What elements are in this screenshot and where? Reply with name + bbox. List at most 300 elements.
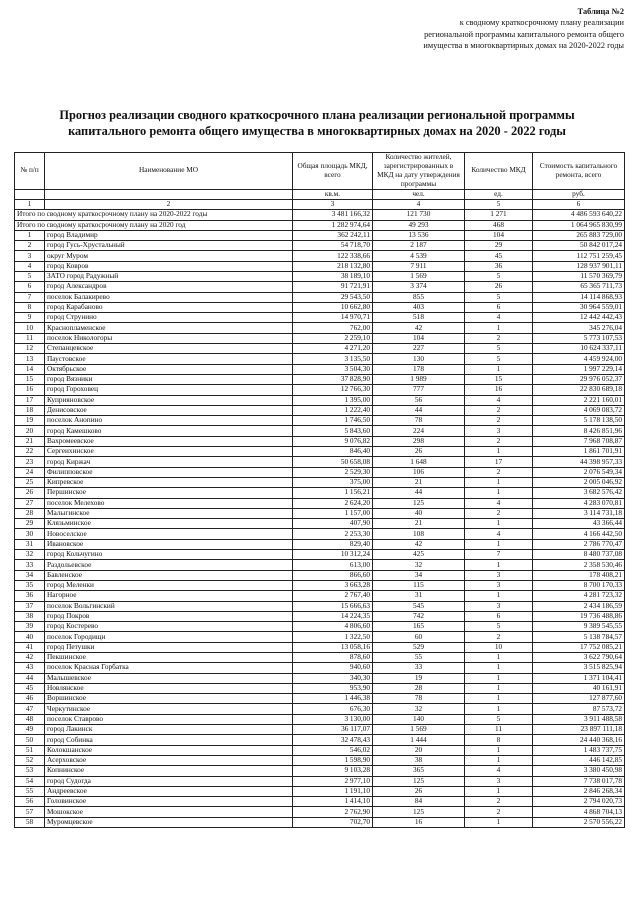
table-row — [15, 683, 625, 693]
municipality-name: Клязьминское — [45, 519, 293, 529]
buildings-count: 1 — [465, 683, 533, 693]
residents-value: 777 — [373, 385, 465, 395]
residents-value: 31 — [373, 591, 465, 601]
buildings-count: 1 — [465, 447, 533, 457]
row-number: 2 — [15, 241, 45, 251]
table-row — [15, 580, 625, 590]
buildings-count: 6 — [465, 611, 533, 621]
residents-value: 19 — [373, 673, 465, 683]
col-header-area: Общая площадь МКД, всего — [293, 153, 373, 190]
column-number: 6 — [533, 199, 625, 209]
row-number: 13 — [15, 354, 45, 364]
residents-value: 32 — [373, 704, 465, 714]
residents-value: 140 — [373, 714, 465, 724]
area-value: 15 666,63 — [293, 601, 373, 611]
row-number: 26 — [15, 488, 45, 498]
residents-value: 425 — [373, 550, 465, 560]
municipality-name: Асерховское — [45, 755, 293, 765]
area-value: 36 117,07 — [293, 725, 373, 735]
table-row — [15, 457, 625, 467]
area-value: 1 322,50 — [293, 632, 373, 642]
row-number: 29 — [15, 519, 45, 529]
table-row — [15, 622, 625, 632]
municipality-name: Сергеихинское — [45, 447, 293, 457]
area-value: 2 253,30 — [293, 529, 373, 539]
table-row — [15, 508, 625, 518]
row-number: 17 — [15, 395, 45, 405]
buildings-count: 4 — [465, 766, 533, 776]
municipality-name: Колокшанское — [45, 745, 293, 755]
municipality-name: поселок Городищи — [45, 632, 293, 642]
unit-cell — [15, 189, 45, 199]
municipality-name: Новоселское — [45, 529, 293, 539]
area-value: 3 663,28 — [293, 580, 373, 590]
cost-value: 40 161,91 — [533, 683, 625, 693]
table-row — [15, 313, 625, 323]
buildings-count: 10 — [465, 642, 533, 652]
municipality-name: город Струнино — [45, 313, 293, 323]
residents-value: 56 — [373, 395, 465, 405]
residents-value: 26 — [373, 786, 465, 796]
row-number: 5 — [15, 272, 45, 282]
row-number: 33 — [15, 560, 45, 570]
area-value: 1 222,40 — [293, 405, 373, 415]
area-value: 29 543,50 — [293, 292, 373, 302]
area-value: 362 242,11 — [293, 230, 373, 240]
residents-value: 44 — [373, 488, 465, 498]
area-value: 407,90 — [293, 519, 373, 529]
row-number: 54 — [15, 776, 45, 786]
residents-value: 403 — [373, 302, 465, 312]
table-row — [15, 714, 625, 724]
column-number: 4 — [373, 199, 465, 209]
residents-value: 365 — [373, 766, 465, 776]
table-row — [15, 694, 625, 704]
buildings-count: 5 — [465, 714, 533, 724]
column-numbers-row — [15, 199, 625, 209]
cost-value: 4 459 924,00 — [533, 354, 625, 364]
buildings-count: 36 — [465, 261, 533, 271]
municipality-name: Бавленское — [45, 570, 293, 580]
municipality-name: округ Муром — [45, 251, 293, 261]
table-row — [15, 755, 625, 765]
residents-value: 1 648 — [373, 457, 465, 467]
municipality-name: город Камешково — [45, 426, 293, 436]
row-number: 56 — [15, 797, 45, 807]
cost-value: 1 997 229,14 — [533, 364, 625, 374]
buildings-count: 5 — [465, 622, 533, 632]
residents-value: 529 — [373, 642, 465, 652]
title-line: капитального ремонта общего имущества в многоквартирных домах на 2020 - 2022 годы — [68, 123, 566, 138]
residents-value: 42 — [373, 539, 465, 549]
table-row — [15, 632, 625, 642]
table-row — [15, 652, 625, 662]
buildings-count: 5 — [465, 344, 533, 354]
cost-value: 10 624 337,11 — [533, 344, 625, 354]
table-row — [15, 725, 625, 735]
area-value: 50 658,08 — [293, 457, 373, 467]
area-value: 4 806,60 — [293, 622, 373, 632]
municipality-name: город Гороховец — [45, 385, 293, 395]
table-row — [15, 467, 625, 477]
table-row — [15, 550, 625, 560]
table-row — [15, 673, 625, 683]
buildings-count: 2 — [465, 405, 533, 415]
cost-value: 127 877,60 — [533, 694, 625, 704]
table-row — [15, 241, 625, 251]
residents-value: 3 374 — [373, 282, 465, 292]
col-header-count: Количество МКД — [465, 153, 533, 190]
residents-value: 21 — [373, 519, 465, 529]
area-value: 14 224,35 — [293, 611, 373, 621]
area-value: 762,00 — [293, 323, 373, 333]
cost-value: 128 937 901,11 — [533, 261, 625, 271]
cost-value: 5 138 784,57 — [533, 632, 625, 642]
buildings-count: 1 — [465, 539, 533, 549]
table-row — [15, 302, 625, 312]
cost-value: 2 005 046,92 — [533, 477, 625, 487]
cost-value: 2 786 770,47 — [533, 539, 625, 549]
municipality-name: поселок Балакирево — [45, 292, 293, 302]
area-value: 2 259,10 — [293, 333, 373, 343]
municipality-name: город Судогда — [45, 776, 293, 786]
table-row — [15, 766, 625, 776]
cost-value: 8 700 170,33 — [533, 580, 625, 590]
buildings-count: 1 — [465, 560, 533, 570]
table-caption — [324, 6, 624, 51]
residents-value: 60 — [373, 632, 465, 642]
buildings-count: 3 — [465, 570, 533, 580]
row-number: 11 — [15, 333, 45, 343]
caption-line: к сводному краткосрочному плану реализации — [459, 18, 624, 28]
buildings-count: 104 — [465, 230, 533, 240]
area-value: 846,40 — [293, 447, 373, 457]
total-count: 1 271 — [465, 210, 533, 220]
table-row — [15, 333, 625, 343]
row-number: 35 — [15, 580, 45, 590]
cost-value: 8 480 737,08 — [533, 550, 625, 560]
buildings-count: 2 — [465, 436, 533, 446]
buildings-count: 1 — [465, 591, 533, 601]
document-title — [14, 108, 620, 139]
cost-value: 4 281 723,32 — [533, 591, 625, 601]
row-number: 31 — [15, 539, 45, 549]
cost-value: 65 365 711,73 — [533, 282, 625, 292]
area-value: 2 624,20 — [293, 498, 373, 508]
cost-value: 14 114 868,93 — [533, 292, 625, 302]
row-number: 19 — [15, 416, 45, 426]
row-number: 24 — [15, 467, 45, 477]
row-number: 36 — [15, 591, 45, 601]
area-value: 1 446,38 — [293, 694, 373, 704]
row-number: 46 — [15, 694, 45, 704]
table-row — [15, 560, 625, 570]
row-number: 1 — [15, 230, 45, 240]
row-number: 15 — [15, 374, 45, 384]
area-value: 5 843,60 — [293, 426, 373, 436]
municipality-name: город Костерево — [45, 622, 293, 632]
row-number: 43 — [15, 663, 45, 673]
residents-value: 178 — [373, 364, 465, 374]
cost-value: 2 846 268,34 — [533, 786, 625, 796]
row-number: 41 — [15, 642, 45, 652]
table-row — [15, 807, 625, 817]
row-number: 18 — [15, 405, 45, 415]
area-value: 1 395,00 — [293, 395, 373, 405]
residents-value: 40 — [373, 508, 465, 518]
row-number: 52 — [15, 755, 45, 765]
buildings-count: 1 — [465, 694, 533, 704]
row-number: 3 — [15, 251, 45, 261]
residents-value: 115 — [373, 580, 465, 590]
row-number: 37 — [15, 601, 45, 611]
area-value: 866,60 — [293, 570, 373, 580]
area-value: 12 766,30 — [293, 385, 373, 395]
row-number: 48 — [15, 714, 45, 724]
residents-value: 20 — [373, 745, 465, 755]
cost-value: 23 897 111,18 — [533, 725, 625, 735]
cost-value: 3 911 488,58 — [533, 714, 625, 724]
col-header-residents: Количество жителей, зарегистрированных в МКД на дату утверждения программы — [373, 153, 465, 190]
municipality-name: город Покров — [45, 611, 293, 621]
cost-value: 2 076 549,34 — [533, 467, 625, 477]
row-number: 27 — [15, 498, 45, 508]
residents-value: 125 — [373, 498, 465, 508]
cost-value: 446 142,85 — [533, 755, 625, 765]
table-row — [15, 488, 625, 498]
municipality-name: Муромцевское — [45, 817, 293, 827]
caption-line: имущества в многоквартирных домах на 2020-2022 годы — [423, 40, 624, 50]
table-row — [15, 292, 625, 302]
area-value: 218 132,80 — [293, 261, 373, 271]
municipality-name: город Александров — [45, 282, 293, 292]
area-value: 676,30 — [293, 704, 373, 714]
municipality-name: Вахромеевское — [45, 436, 293, 446]
row-number: 50 — [15, 735, 45, 745]
residents-value: 28 — [373, 683, 465, 693]
residents-value: 4 539 — [373, 251, 465, 261]
buildings-count: 2 — [465, 632, 533, 642]
cost-value: 50 842 017,24 — [533, 241, 625, 251]
column-number: 5 — [465, 199, 533, 209]
buildings-count: 1 — [465, 673, 533, 683]
buildings-count: 3 — [465, 580, 533, 590]
table-row — [15, 704, 625, 714]
municipality-name: город Карабаново — [45, 302, 293, 312]
total-area: 1 282 974,64 — [293, 220, 373, 230]
row-number: 34 — [15, 570, 45, 580]
buildings-count: 3 — [465, 776, 533, 786]
cost-value: 9 389 545,55 — [533, 622, 625, 632]
table-row — [15, 611, 625, 621]
table-row — [15, 364, 625, 374]
cost-value: 2 358 530,46 — [533, 560, 625, 570]
buildings-count: 2 — [465, 467, 533, 477]
buildings-count: 1 — [465, 755, 533, 765]
buildings-count: 11 — [465, 725, 533, 735]
units-row — [15, 189, 625, 199]
municipality-name: Новлянское — [45, 683, 293, 693]
residents-value: 26 — [373, 447, 465, 457]
table-number: Таблица №2 — [577, 7, 624, 16]
table-row — [15, 230, 625, 240]
buildings-count: 2 — [465, 807, 533, 817]
cost-value: 29 976 052,37 — [533, 374, 625, 384]
buildings-count: 2 — [465, 797, 533, 807]
residents-value: 78 — [373, 694, 465, 704]
total-residents: 49 293 — [373, 220, 465, 230]
column-number: 2 — [45, 199, 293, 209]
municipality-name: Денисовское — [45, 405, 293, 415]
buildings-count: 4 — [465, 395, 533, 405]
buildings-count: 3 — [465, 426, 533, 436]
cost-value: 3 515 825,94 — [533, 663, 625, 673]
buildings-count: 1 — [465, 745, 533, 755]
municipality-name: город Гусь-Хрустальный — [45, 241, 293, 251]
table-row — [15, 570, 625, 580]
cost-value: 178 408,21 — [533, 570, 625, 580]
buildings-count: 2 — [465, 333, 533, 343]
table-row — [15, 323, 625, 333]
buildings-count: 16 — [465, 385, 533, 395]
table-row — [15, 436, 625, 446]
area-value: 340,30 — [293, 673, 373, 683]
table-row — [15, 385, 625, 395]
row-number: 20 — [15, 426, 45, 436]
total-label: Итого по сводному краткосрочному плану на 2020-2022 годы — [15, 210, 293, 220]
residents-value: 1 569 — [373, 725, 465, 735]
municipality-name: Филипповское — [45, 467, 293, 477]
residents-value: 742 — [373, 611, 465, 621]
buildings-count: 1 — [465, 477, 533, 487]
residents-value: 44 — [373, 405, 465, 415]
residents-value: 33 — [373, 663, 465, 673]
buildings-count: 4 — [465, 529, 533, 539]
municipality-name: Куприяновское — [45, 395, 293, 405]
cost-value: 3 622 790,64 — [533, 652, 625, 662]
buildings-count: 5 — [465, 292, 533, 302]
cost-value: 7 968 708,87 — [533, 436, 625, 446]
forecast-table — [14, 152, 625, 828]
municipality-name: поселок Мелехово — [45, 498, 293, 508]
area-value: 702,70 — [293, 817, 373, 827]
total-row — [15, 220, 625, 230]
area-value: 54 718,70 — [293, 241, 373, 251]
row-number: 16 — [15, 385, 45, 395]
area-value: 4 271,20 — [293, 344, 373, 354]
residents-value: 34 — [373, 570, 465, 580]
municipality-name: поселок Ставрово — [45, 714, 293, 724]
residents-value: 1 444 — [373, 735, 465, 745]
buildings-count: 1 — [465, 364, 533, 374]
col-header-name: Наименование МО — [45, 153, 293, 190]
row-number: 40 — [15, 632, 45, 642]
cost-value: 112 751 259,45 — [533, 251, 625, 261]
cost-value: 2 794 020,73 — [533, 797, 625, 807]
buildings-count: 15 — [465, 374, 533, 384]
row-number: 45 — [15, 683, 45, 693]
unit-cell: кв.м. — [293, 189, 373, 199]
residents-value: 855 — [373, 292, 465, 302]
table-header-row — [15, 153, 625, 190]
buildings-count: 4 — [465, 498, 533, 508]
total-cost: 1 064 965 830,99 — [533, 220, 625, 230]
total-residents: 121 730 — [373, 210, 465, 220]
municipality-name: Кипревское — [45, 477, 293, 487]
municipality-name: поселок Анопино — [45, 416, 293, 426]
area-value: 375,00 — [293, 477, 373, 487]
area-value: 37 828,90 — [293, 374, 373, 384]
municipality-name: город Петушки — [45, 642, 293, 652]
residents-value: 55 — [373, 652, 465, 662]
buildings-count: 3 — [465, 601, 533, 611]
residents-value: 21 — [373, 477, 465, 487]
table-row — [15, 261, 625, 271]
buildings-count: 17 — [465, 457, 533, 467]
table-row — [15, 539, 625, 549]
area-value: 546,02 — [293, 745, 373, 755]
row-number: 12 — [15, 344, 45, 354]
area-value: 1 191,10 — [293, 786, 373, 796]
municipality-name: Першинское — [45, 488, 293, 498]
area-value: 1 746,50 — [293, 416, 373, 426]
cost-value: 345 276,04 — [533, 323, 625, 333]
table-row — [15, 344, 625, 354]
buildings-count: 6 — [465, 302, 533, 312]
municipality-name: Андреевское — [45, 786, 293, 796]
cost-value: 2 221 160,01 — [533, 395, 625, 405]
residents-value: 84 — [373, 797, 465, 807]
municipality-name: ЗАТО город Радужный — [45, 272, 293, 282]
title-line: Прогноз реализации сводного краткосрочного плана реализации региональной программы — [59, 108, 575, 122]
area-value: 1 598,90 — [293, 755, 373, 765]
residents-value: 518 — [373, 313, 465, 323]
residents-value: 125 — [373, 776, 465, 786]
area-value: 953,90 — [293, 683, 373, 693]
area-value: 32 478,43 — [293, 735, 373, 745]
residents-value: 108 — [373, 529, 465, 539]
residents-value: 1 569 — [373, 272, 465, 282]
buildings-count: 1 — [465, 519, 533, 529]
municipality-name: Степанцевское — [45, 344, 293, 354]
row-number: 44 — [15, 673, 45, 683]
total-label: Итого по сводному краткосрочному плану на 2020 год — [15, 220, 293, 230]
residents-value: 38 — [373, 755, 465, 765]
row-number: 57 — [15, 807, 45, 817]
municipality-name: город Ковров — [45, 261, 293, 271]
cost-value: 24 440 368,16 — [533, 735, 625, 745]
municipality-name: Головинское — [45, 797, 293, 807]
residents-value: 42 — [373, 323, 465, 333]
total-area: 3 481 166,32 — [293, 210, 373, 220]
municipality-name: Ивановское — [45, 539, 293, 549]
total-row — [15, 210, 625, 220]
cost-value: 44 398 957,33 — [533, 457, 625, 467]
row-number: 22 — [15, 447, 45, 457]
buildings-count: 1 — [465, 786, 533, 796]
residents-value: 13 536 — [373, 230, 465, 240]
row-number: 6 — [15, 282, 45, 292]
cost-value: 19 736 488,86 — [533, 611, 625, 621]
cost-value: 2 434 186,59 — [533, 601, 625, 611]
table-row — [15, 251, 625, 261]
municipality-name: Малышевское — [45, 673, 293, 683]
area-value: 10 662,80 — [293, 302, 373, 312]
residents-value: 227 — [373, 344, 465, 354]
table-row — [15, 354, 625, 364]
buildings-count: 2 — [465, 508, 533, 518]
area-value: 829,40 — [293, 539, 373, 549]
